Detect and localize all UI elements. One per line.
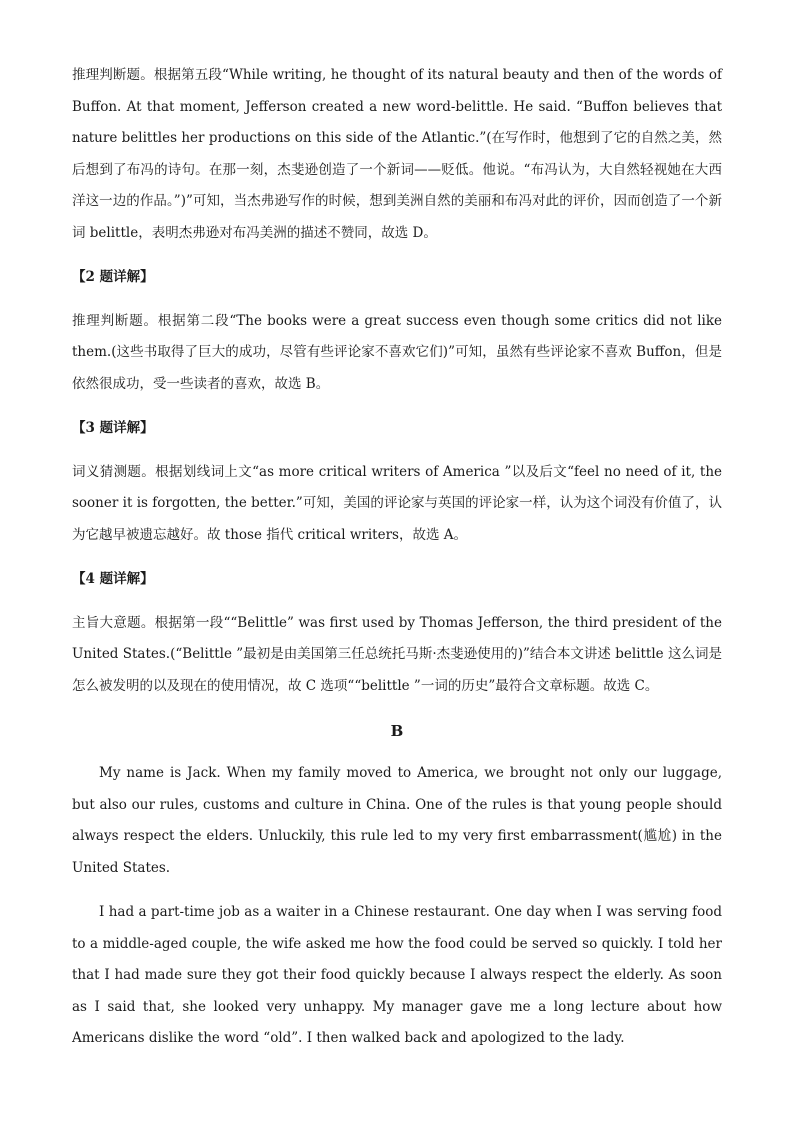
answer-1-explanation: 推理判断题。根据第五段“While writing, he thought of its natural beauty and then of the words of Buffon. At that moment, Jefferson created a new word-belittle. He said. “Buffon believes that nature belittles her productions on this side of the Atlantic.”(在写作时，他想到了它的自然之美，然后想到了布冯的诗句。在那一刻，杰斐逊创造了一个新词——贬低。他说。“布冯认为，大自然轻视她在大西洋这一边的作品。”)”可知，当杰弗逊写作的时候，想到美洲自然的美丽和布冯对此的评价，因而创造了一个新词 belittle，表明杰弗逊对布冯美洲的描述不赞同，故选 D。 — [72, 67, 722, 241]
answer-4-heading: 【4 题详解】 — [72, 571, 154, 587]
passage-paragraph-1: My name is Jack. When my family moved to America, we brought not only our luggage, but also our rules, customs and culture in China. One of the rules is that young people should always respect the elders. Unluckily, this rule led to my very first embarrassment(尴尬) in the United States. — [72, 765, 722, 876]
answer-4-explanation: 主旨大意题。根据第一段““Belittle” was first used by Thomas Jefferson, the third president of the United States.(“Belittle ”最初是由美国第三任总统托马斯·杰斐逊使用的)”结合本文讲述 belittle 这么词是怎么被发明的以及现在的使用情况，故 C 选项““belittle ”一词的历史”最符合文章标题。故选 C。 — [72, 614, 722, 694]
answer-3-explanation: 词义猜测题。根据划线词上文“as more critical writers of America ”以及后文“feel no need of it, the sooner it is forgotten, the better.”可知，美国的评论家与英国的评论家一样，认为这个词没有价值了，认为它越早被遗忘越好。故 those 指代 critical writers，故选 A。 — [72, 463, 722, 543]
answer-2-explanation: 推理判断题。根据第二段“The books were a great success even though some critics did not like them.(这些书取得了巨大的成功，尽管有些评论家不喜欢它们)”可知，虽然有些评论家不喜欢 Buffon，但是依然很成功，受一些读者的喜欢，故选 B。 — [72, 312, 722, 392]
answer-2-heading: 【2 题详解】 — [72, 269, 154, 285]
section-title: B — [390, 722, 404, 740]
answer-3-heading: 【3 题详解】 — [72, 420, 154, 436]
passage-paragraph-2: I had a part-time job as a waiter in a Chinese restaurant. One day when I was serving food to a middle-aged couple, the wife asked me how the food could be served so quickly. I told her that I had made sure they got their food quickly because I always respect the elderly. As soon as I said that, she looked very unhappy. My manager gave me a long lecture about how Americans dislike the word “old”. I then walked back and apologized to the lady. — [72, 904, 722, 1046]
paragraph-gap — [72, 884, 722, 897]
document-page — [72, 60, 722, 1055]
